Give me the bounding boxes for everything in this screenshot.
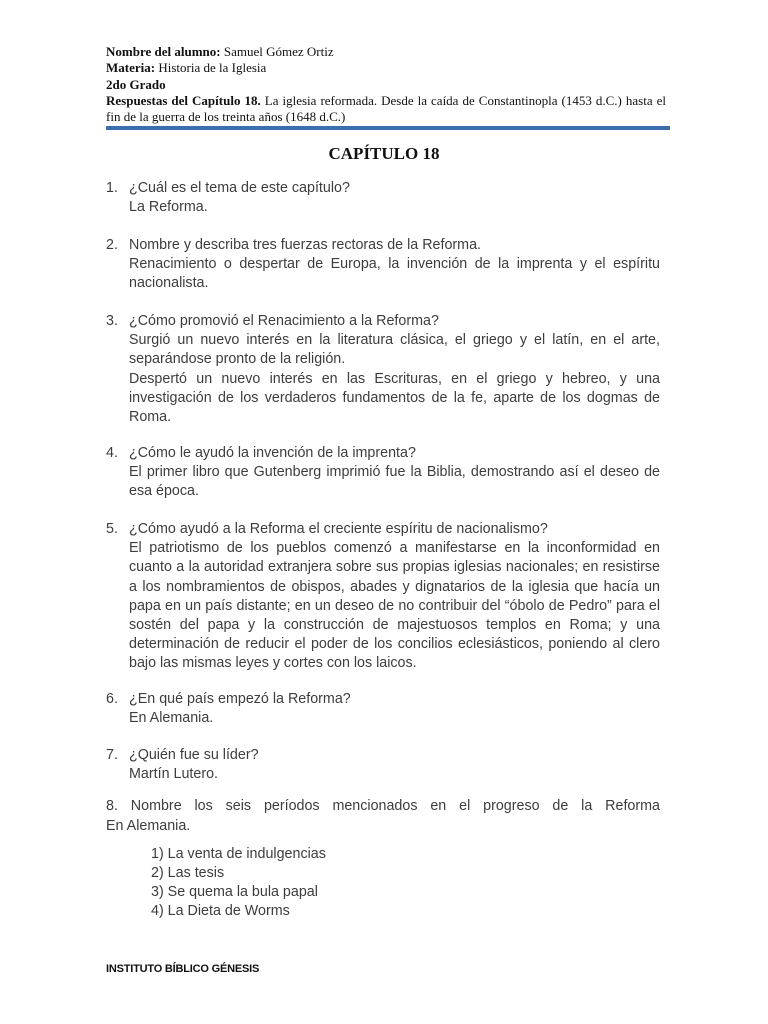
answer-paragraph: Despertó un nuevo interés en las Escrituras, en el griego y hebreo, y una investigación de los verdaderos fundamentos de la fe, aparte de los dogmas de Roma. (129, 370, 660, 426)
subject-value: Historia de la Iglesia (155, 60, 267, 76)
question-text (106, 236, 660, 255)
answer-text (106, 539, 660, 673)
question-block (106, 444, 660, 502)
student-name: Samuel Gómez Ortiz (220, 44, 334, 59)
answer-text (106, 331, 660, 427)
question-number: 1. (106, 180, 118, 196)
question-label: Nombre y describa tres fuerzas rectoras de la Reforma. (129, 237, 481, 253)
period-item: 2) Las tesis (151, 865, 225, 881)
answer-text (106, 709, 660, 728)
question-text (106, 312, 660, 331)
question-label: ¿En qué país empezó la Reforma? (129, 691, 351, 707)
answer-paragraph: El patriotismo de los pueblos comenzó a manifestarse en la inconformidad en cuanto a la autoridad extranjera sobre sus propias iglesias nacionales; en resistirse a los nombramientos de obispos, abades y dignatarios de la iglesia que hacía un papa en un país distante; en un deseo de no contribuir del “óbolo de Pedro” para el sostén del papa y la construcción de majestuosos templos en Roma; y una determinación de reducir el poder de los concilios eclesiásticos, poniendo al clero bajo las mismas leyes y cortes con los laicos. (129, 540, 660, 672)
question-8 (106, 796, 660, 836)
question-label: ¿Cuál es el tema de este capítulo? (129, 180, 350, 196)
period-item: 1) La venta de indulgencias (151, 846, 326, 862)
grade-line (106, 77, 666, 93)
institute-footer: INSTITUTO BÍBLICO GÉNESIS (106, 963, 260, 975)
question-8-line-1: 8. Nombre los seis períodos mencionados en el progreso de la Reforma (106, 798, 660, 814)
period-item: 3) Se quema la bula papal (151, 884, 318, 900)
question-number: 4. (106, 445, 118, 461)
question-text (106, 444, 660, 463)
student-label: Nombre del alumno: (106, 44, 221, 59)
answers-value: La iglesia reformada. Desde la caída de Constantinopla (1453 d.C.) hasta el fin de la guerra de los treinta años (1648 d.C.) (106, 92, 666, 125)
question-text (106, 746, 660, 765)
answer-paragraph: La Reforma. (129, 199, 208, 216)
answer-paragraph: Renacimiento o despertar de Europa, la invención de la imprenta y el espíritu nacionalista. (129, 256, 660, 292)
question-block (106, 179, 660, 217)
question-block (106, 690, 660, 728)
answer-text (106, 198, 660, 217)
question-label: ¿Cómo ayudó a la Reforma el creciente espíritu de nacionalismo? (129, 521, 548, 537)
question-number: 5. (106, 521, 118, 537)
question-label: ¿Quién fue su líder? (129, 747, 259, 763)
answer-paragraph: Surgió un nuevo interés en la literatura clásica, el griego y el latín, en el arte, separándose pronto de la religión. (129, 332, 660, 368)
grade-value: 2do Grado (106, 76, 166, 92)
period-item: 4) La Dieta de Worms (151, 903, 290, 919)
student-line (106, 44, 666, 60)
question-block (106, 312, 660, 427)
subject-label: Materia: (106, 60, 156, 76)
answer-paragraph: Martín Lutero. (129, 766, 218, 783)
answers-label: Respuestas del Capítulo 18. (106, 92, 261, 108)
question-number: 3. (106, 313, 118, 329)
answer-text (106, 255, 660, 293)
question-text (106, 179, 660, 198)
question-label: ¿Cómo le ayudó la invención de la imprenta? (129, 445, 416, 461)
question-8-line-2: En Alemania. (106, 818, 191, 834)
question-number: 6. (106, 691, 118, 707)
header-divider (106, 126, 670, 130)
question-block (106, 746, 660, 784)
answer-paragraph: En Alemania. (129, 710, 214, 727)
question-number: 7. (106, 747, 118, 763)
question-text (106, 520, 660, 539)
subject-line (106, 60, 666, 76)
question-label: ¿Cómo promovió el Renacimiento a la Reforma? (129, 313, 439, 329)
answers-line (106, 93, 666, 126)
question-number: 2. (106, 237, 118, 253)
periods-list (151, 845, 326, 921)
question-block (106, 520, 660, 674)
answer-text (106, 765, 660, 784)
question-block (106, 236, 660, 294)
chapter-title: CAPÍTULO 18 (328, 144, 440, 163)
answer-paragraph: El primer libro que Gutenberg imprimió fue la Biblia, demostrando así el deseo de esa época. (129, 464, 660, 500)
document-header (106, 44, 666, 125)
question-text (106, 690, 660, 709)
answer-text (106, 463, 660, 501)
